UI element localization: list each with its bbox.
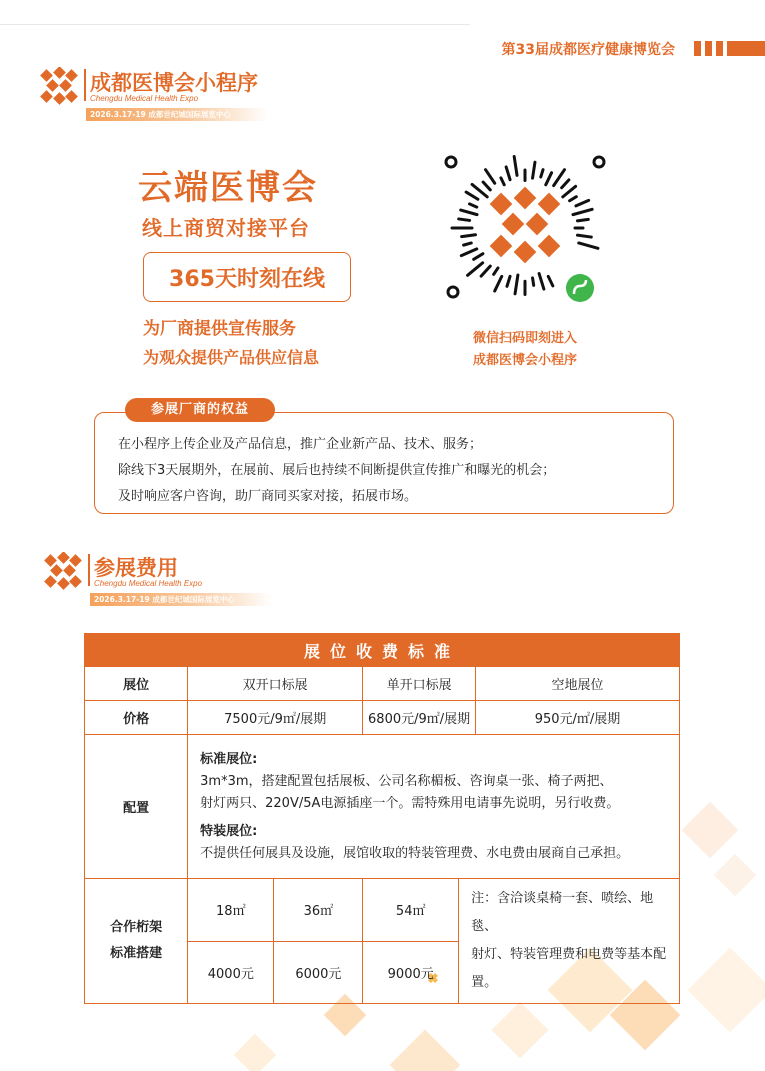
config-label: 配置 bbox=[85, 735, 188, 879]
expo-title: 第33届成都医疗健康博览会 bbox=[501, 42, 675, 58]
truss-label bbox=[85, 879, 188, 1004]
fee-table-header: 展位收费标准 bbox=[85, 634, 680, 667]
brand-logo-block bbox=[38, 67, 258, 119]
fee-table bbox=[84, 633, 680, 1004]
hero-online-badge: 365天时刻在线 bbox=[143, 252, 351, 302]
hero-heading: 云端医博会 bbox=[138, 168, 318, 208]
hero-subheading: 线上商贸对接平台 bbox=[142, 216, 310, 240]
benefit-item: 除线下3天展期外，在展前、展后也持续不间断提供宣传推广和曝光的机会； bbox=[118, 463, 556, 478]
price-single: 6800元/9㎡/展期 bbox=[363, 701, 476, 735]
qr-caption-line2: 成都医博会小程序 bbox=[472, 353, 577, 368]
truss-price-9000: 9000元 bbox=[363, 941, 459, 1004]
config-special-heading: 特装展位: bbox=[200, 823, 258, 839]
truss-note bbox=[459, 879, 680, 1004]
config-details bbox=[188, 735, 680, 879]
wechat-mini-program-icon bbox=[566, 274, 594, 302]
price-double: 7500元/9㎡/展期 bbox=[188, 701, 363, 735]
booth-type-raw-space: 空地展位 bbox=[475, 667, 679, 701]
price-label: 价格 bbox=[85, 701, 188, 735]
fees-date-venue: 2026.3.17-19 成都世纪城国际展览中心 bbox=[90, 593, 272, 606]
fees-title: 参展费用 bbox=[94, 556, 178, 580]
truss-label-line2: 标准搭建 bbox=[110, 946, 163, 961]
expo-logo-icon bbox=[42, 552, 84, 590]
config-standard-line: 3m*3m，搭建配置包括展板、公司名称楣板、咨询桌一张、椅子两把、 bbox=[200, 773, 613, 789]
expo-logo-icon bbox=[38, 67, 80, 105]
hero-line-exhibitors: 为厂商提供宣传服务 bbox=[143, 319, 296, 339]
benefits-tab: 参展厂商的权益 bbox=[125, 398, 275, 422]
brand-title: 成都医博会小程序 bbox=[90, 71, 258, 95]
truss-note-line1: 注：含洽谈桌椅一套、喷绘、地毯、 bbox=[471, 891, 654, 934]
truss-size-54: 54㎡ bbox=[363, 879, 459, 942]
booth-type-single: 单开口标展 bbox=[363, 667, 476, 701]
truss-size-36: 36㎡ bbox=[274, 879, 363, 942]
config-standard-line: 射灯两只、220V/5A电源插座一个。需特殊用电请事先说明，另行收费。 bbox=[200, 795, 620, 811]
benefit-item: 及时响应客户咨询，助厂商同买家对接，拓展市场。 bbox=[118, 489, 418, 504]
booth-type-double: 双开口标展 bbox=[188, 667, 363, 701]
config-special-line: 不提供任何展具及设施，展馆收取的特装管理费、水电费由展商自己承担。 bbox=[200, 845, 630, 861]
truss-price-6000: 6000元 bbox=[274, 941, 363, 1004]
booth-label: 展位 bbox=[85, 667, 188, 701]
qr-caption-line1: 微信扫码即刻进入 bbox=[472, 331, 577, 346]
benefit-item: 在小程序上传企业及产品信息，推广企业新产品、技术、服务； bbox=[118, 437, 483, 452]
fees-subtitle: Chengdu Medical Health Expo bbox=[94, 579, 203, 588]
mini-program-qr-code[interactable] bbox=[435, 148, 615, 308]
benefits-list bbox=[118, 432, 555, 510]
qr-caption bbox=[440, 328, 610, 372]
header-divider bbox=[0, 24, 470, 25]
brand-subtitle: Chengdu Medical Health Expo bbox=[90, 94, 199, 103]
truss-price-4000: 4000元 bbox=[188, 941, 274, 1004]
truss-label-line1: 合作桁架 bbox=[110, 920, 163, 935]
truss-size-18: 18㎡ bbox=[188, 879, 274, 942]
config-standard-heading: 标准展位: bbox=[200, 751, 258, 767]
header-bars bbox=[694, 41, 765, 56]
truss-note-line2: 射灯、特装管理费和电费等基本配置。 bbox=[471, 947, 667, 990]
brand-date-venue: 2026.3.17-19 成都世纪城国际展览中心 bbox=[86, 108, 268, 121]
fees-logo-block bbox=[42, 552, 235, 604]
hero-line-visitors: 为观众提供产品供应信息 bbox=[143, 348, 320, 367]
price-raw-space: 950元/㎡/展期 bbox=[475, 701, 679, 735]
fee-table-wrapper bbox=[84, 633, 680, 1004]
